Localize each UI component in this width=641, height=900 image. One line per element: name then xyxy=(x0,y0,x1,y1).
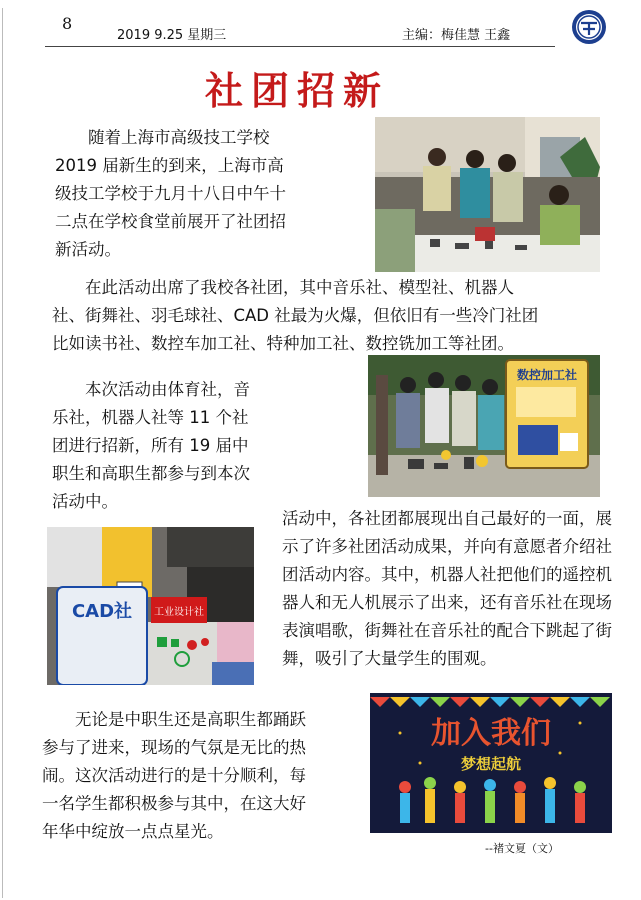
text-line: 一名学生都积极参与其中，在这大好 xyxy=(42,794,306,813)
text-line: 社、街舞社、羽毛球社、CAD 社最为火爆，但依旧有一些冷门社团 xyxy=(52,306,539,325)
article-byline: --褚文夏（文） xyxy=(485,842,559,855)
text-line: 二点在学校食堂前展开了社团招 xyxy=(55,212,286,231)
text-line: 乐社，机器人社等 11 个社 xyxy=(52,408,249,427)
text-line: 表演唱歌，街舞社在音乐社的配合下跳起了街 xyxy=(282,621,612,640)
paragraph-activities xyxy=(282,505,632,673)
text-line: 在此活动出席了我校各社团，其中音乐社、模型社、机器人 xyxy=(85,278,514,297)
photo-cnc-club-booth xyxy=(368,355,600,497)
page-edge-rule xyxy=(2,8,3,898)
page-number: 8 xyxy=(62,14,73,33)
paragraph-participation xyxy=(52,376,362,516)
cnc-club-sign: 数控加工社 xyxy=(516,368,578,382)
text-line: 闹。这次活动进行的是十分顺利，每 xyxy=(42,766,306,785)
text-line: 团活动内容。其中，机器人社把他们的遥控机 xyxy=(282,565,612,584)
editors: 主编：梅佳慧 王鑫 xyxy=(402,28,511,43)
photo-club-booth xyxy=(375,117,600,272)
cad-club-sign: CAD社 xyxy=(71,601,133,622)
design-club-sign: 工业设计社 xyxy=(154,607,204,618)
school-logo xyxy=(571,9,607,45)
text-line: 新活动。 xyxy=(55,240,121,259)
text-line: 团进行招新，所有 19 届中 xyxy=(52,436,249,455)
paragraph-clubs xyxy=(52,274,612,358)
recruitment-poster xyxy=(370,693,612,833)
text-line: 随着上海市高级技工学校 xyxy=(88,128,270,147)
issue-date: 2019 9.25 星期三 xyxy=(117,28,227,43)
text-line: 活动中，各社团都展现出自己最好的一面，展 xyxy=(282,509,612,528)
article-title: 社团招新 xyxy=(205,68,390,113)
text-line: 本次活动由体育社，音 xyxy=(85,380,250,399)
text-line: 比如读书社、数控车加工社、特种加工社、数控铣加工等社团。 xyxy=(52,334,514,353)
paragraph-conclusion xyxy=(42,706,342,846)
photo-cad-club-booth xyxy=(47,527,254,685)
text-line: 舞，吸引了大量学生的围观。 xyxy=(282,649,497,668)
text-line: 职生和高职生都参与到本次 xyxy=(52,464,250,483)
text-line: 示了许多社团活动成果，并向有意愿者介绍社 xyxy=(282,537,612,556)
text-line: 级技工学校于九月十八日中午十 xyxy=(55,184,286,203)
text-line: 器人和无人机展示了出来，还有音乐社在现场 xyxy=(282,593,612,612)
text-line: 年华中绽放一点点星光。 xyxy=(42,822,224,841)
text-line: 2019 届新生的到来，上海市高 xyxy=(55,156,284,175)
poster-subline: 梦想起航 xyxy=(460,755,522,773)
poster-headline: 加入我们 xyxy=(431,716,551,751)
text-line: 活动中。 xyxy=(52,492,118,511)
text-line: 参与了进来，现场的气氛是无比的热 xyxy=(42,738,306,757)
text-line: 无论是中职生还是高职生都踊跃 xyxy=(75,710,306,729)
header-rule xyxy=(45,46,555,47)
paragraph-intro xyxy=(55,124,375,264)
